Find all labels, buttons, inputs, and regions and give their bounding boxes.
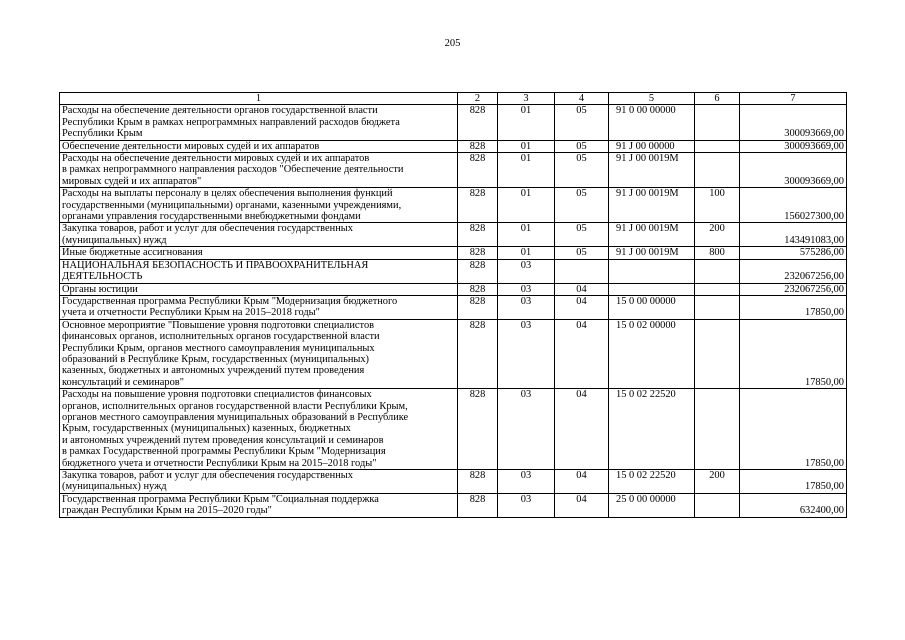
row-name-cell: Закупка товаров, работ и услуг для обеспечения государственных (муниципальных) нужд [60, 470, 458, 494]
expense-type-cell [695, 389, 740, 470]
target-item-cell: 15 0 02 22520 [609, 389, 695, 470]
target-item-cell: 15 0 02 00000 [609, 319, 695, 388]
admin-code-cell: 828 [458, 105, 498, 140]
subsection-code-cell: 05 [555, 153, 609, 188]
section-code-cell: 03 [498, 319, 555, 388]
row-name-cell: Закупка товаров, работ и услуг для обеспечения государственных (муниципальных) нужд [60, 223, 458, 247]
row-name-cell: Расходы на выплаты персоналу в целях обеспечения выполнения функций государственными (муниципальными) органами, казенными учреждениями, органами управления государственными внебюджетными фондами [60, 188, 458, 223]
section-code-cell: 01 [498, 153, 555, 188]
subsection-code-cell: 04 [555, 295, 609, 319]
section-code-cell: 01 [498, 223, 555, 247]
section-code-cell: 03 [498, 295, 555, 319]
column-header: 6 [695, 93, 740, 105]
target-item-cell: 25 0 00 00000 [609, 493, 695, 517]
amount-cell: 17850,00 [740, 470, 847, 494]
subsection-code-cell: 04 [555, 470, 609, 494]
admin-code-cell: 828 [458, 319, 498, 388]
table-row [60, 319, 847, 388]
target-item-cell: 91 J 00 0019M [609, 223, 695, 247]
column-header: 2 [458, 93, 498, 105]
section-code-cell: 01 [498, 140, 555, 152]
table-row [60, 283, 847, 295]
expense-type-cell [695, 259, 740, 283]
expense-type-cell: 100 [695, 188, 740, 223]
row-name-cell: Органы юстиции [60, 283, 458, 295]
row-name-cell: Расходы на повышение уровня подготовки специалистов финансовых органов, исполнительных органов государственной власти Республики Крым, органов местного самоуправления муниципальных образований в Республике Крым, государственных (муниципальных) казенных, бюджетных и автономных учреждений путем проведения консультаций и семинаров в рамках Государственной программы Республики Крым "Модернизация бюджетного учета и отчетности Республики Крым на 2015–2018 годы" [60, 389, 458, 470]
row-name-cell: Расходы на обеспечение деятельности органов государственной власти Республики Крым в рамках непрограммных направлений расходов бюджета Республики Крым [60, 105, 458, 140]
column-header: 7 [740, 93, 847, 105]
amount-cell: 232067256,00 [740, 259, 847, 283]
amount-cell: 232067256,00 [740, 283, 847, 295]
subsection-code-cell: 05 [555, 247, 609, 259]
target-item-cell [609, 283, 695, 295]
subsection-code-cell: 04 [555, 319, 609, 388]
amount-cell: 156027300,00 [740, 188, 847, 223]
target-item-cell: 91 0 00 00000 [609, 105, 695, 140]
section-code-cell: 03 [498, 283, 555, 295]
target-item-cell: 15 0 02 22520 [609, 470, 695, 494]
table-row [60, 247, 847, 259]
amount-cell: 300093669,00 [740, 140, 847, 152]
expense-type-cell [695, 153, 740, 188]
expense-type-cell [695, 283, 740, 295]
amount-cell: 17850,00 [740, 295, 847, 319]
table-row [60, 470, 847, 494]
admin-code-cell: 828 [458, 259, 498, 283]
target-item-cell: 15 0 00 00000 [609, 295, 695, 319]
table-row [60, 223, 847, 247]
column-header: 1 [60, 93, 458, 105]
subsection-code-cell: 04 [555, 389, 609, 470]
row-name-cell: Основное мероприятие "Повышение уровня подготовки специалистов финансовых органов, исполнительных органов государственной власти Республики Крым, органов местного самоуправления муниципальных образований в Республике Крым, государственных (муниципальных) казенных, бюджетных и автономных учреждений путем проведения консультаций и семинаров" [60, 319, 458, 388]
expense-type-cell: 200 [695, 470, 740, 494]
expense-type-cell [695, 493, 740, 517]
admin-code-cell: 828 [458, 493, 498, 517]
section-code-cell: 01 [498, 105, 555, 140]
admin-code-cell: 828 [458, 389, 498, 470]
target-item-cell: 91 J 00 0019M [609, 188, 695, 223]
admin-code-cell: 828 [458, 470, 498, 494]
subsection-code-cell: 05 [555, 140, 609, 152]
row-name-cell: Государственная программа Республики Крым "Модернизация бюджетного учета и отчетности Республики Крым на 2015–2018 годы" [60, 295, 458, 319]
subsection-code-cell: 05 [555, 223, 609, 247]
admin-code-cell: 828 [458, 188, 498, 223]
admin-code-cell: 828 [458, 140, 498, 152]
subsection-code-cell [555, 259, 609, 283]
expense-type-cell [695, 105, 740, 140]
amount-cell: 17850,00 [740, 319, 847, 388]
expense-type-cell [695, 319, 740, 388]
expense-type-cell [695, 295, 740, 319]
section-code-cell: 03 [498, 389, 555, 470]
amount-cell: 632400,00 [740, 493, 847, 517]
subsection-code-cell: 04 [555, 283, 609, 295]
target-item-cell: 91 J 00 0019M [609, 153, 695, 188]
table-header-row [60, 93, 847, 105]
table-row [60, 153, 847, 188]
subsection-code-cell: 04 [555, 493, 609, 517]
budget-table [59, 92, 847, 518]
target-item-cell: 91 J 00 0019M [609, 247, 695, 259]
row-name-cell: Расходы на обеспечение деятельности мировых судей и их аппаратов в рамках непрограммного направления расходов "Обеспечение деятельности мировых судей и их аппаратов" [60, 153, 458, 188]
row-name-cell: Государственная программа Республики Крым "Социальная поддержка граждан Республики Крым на 2015–2020 годы" [60, 493, 458, 517]
row-name-cell: Обеспечение деятельности мировых судей и их аппаратов [60, 140, 458, 152]
target-item-cell: 91 J 00 00000 [609, 140, 695, 152]
table-row [60, 105, 847, 140]
amount-cell: 17850,00 [740, 389, 847, 470]
expense-type-cell: 800 [695, 247, 740, 259]
admin-code-cell: 828 [458, 153, 498, 188]
admin-code-cell: 828 [458, 223, 498, 247]
table-row [60, 140, 847, 152]
page-number: 205 [444, 38, 461, 49]
admin-code-cell: 828 [458, 247, 498, 259]
admin-code-cell: 828 [458, 283, 498, 295]
section-code-cell: 03 [498, 259, 555, 283]
section-code-cell: 03 [498, 493, 555, 517]
column-header: 3 [498, 93, 555, 105]
section-code-cell: 01 [498, 247, 555, 259]
amount-cell: 300093669,00 [740, 153, 847, 188]
subsection-code-cell: 05 [555, 188, 609, 223]
section-code-cell: 01 [498, 188, 555, 223]
table-row [60, 389, 847, 470]
row-name-cell: Иные бюджетные ассигнования [60, 247, 458, 259]
subsection-code-cell: 05 [555, 105, 609, 140]
target-item-cell [609, 259, 695, 283]
admin-code-cell: 828 [458, 295, 498, 319]
table-row [60, 259, 847, 283]
column-header: 4 [555, 93, 609, 105]
amount-cell: 300093669,00 [740, 105, 847, 140]
table-row [60, 493, 847, 517]
column-header: 5 [609, 93, 695, 105]
amount-cell: 143491083,00 [740, 223, 847, 247]
expense-type-cell: 200 [695, 223, 740, 247]
row-name-cell: НАЦИОНАЛЬНАЯ БЕЗОПАСНОСТЬ И ПРАВООХРАНИТЕЛЬНАЯ ДЕЯТЕЛЬНОСТЬ [60, 259, 458, 283]
section-code-cell: 03 [498, 470, 555, 494]
table-row [60, 295, 847, 319]
amount-cell: 575286,00 [740, 247, 847, 259]
expense-type-cell [695, 140, 740, 152]
table-row [60, 188, 847, 223]
